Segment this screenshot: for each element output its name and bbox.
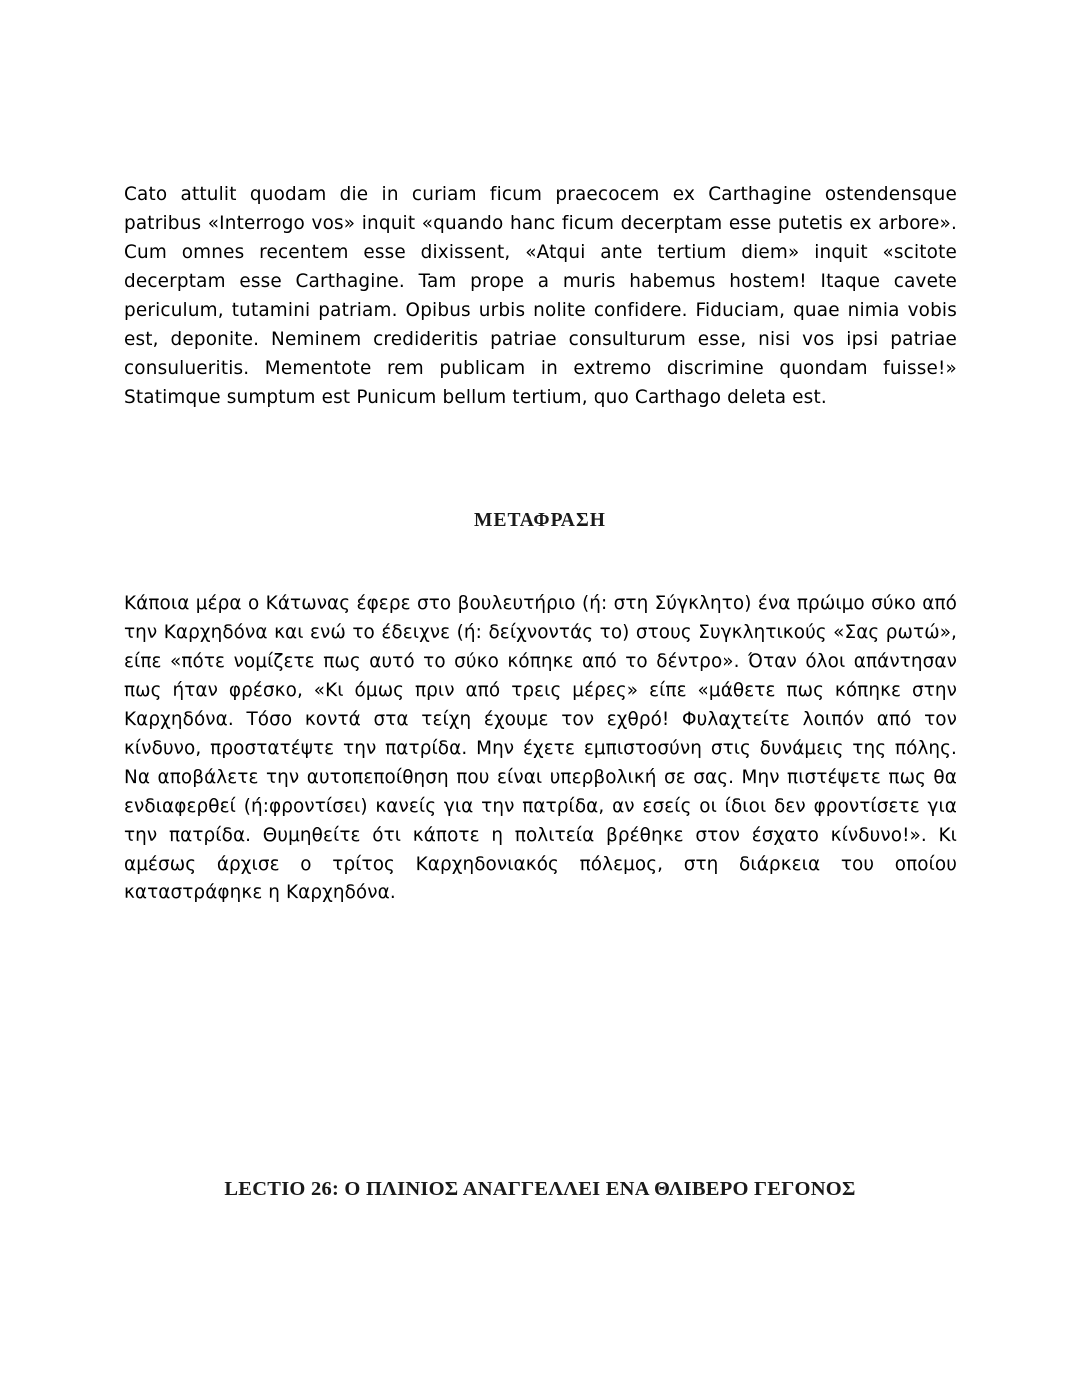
translation-section-heading: ΜΕΤΑΦΡΑΣΗ bbox=[473, 510, 607, 532]
next-lesson-heading: LECTIO 26: Ο ΠΛΙΝΙΟΣ ΑΝΑΓΓΕΛΛΕΙ ΕΝΑ ΘΛΙΒΕΡΟ ΓΕΓΟΝΟΣ bbox=[224, 1178, 856, 1200]
greek-translation-paragraph: Κάποια μέρα ο Κάτωνας έφερε στο βουλευτήριο (ή: στη Σύγκλητο) ένα πρώιμο σύκο από την Καρχηδόνα και ενώ το έδειχνε (ή: δείχνοντάς το) στους Συγκλητικούς «Σας ρωτώ», είπε «πότε νομίζετε πως αυτό το σύκο κόπηκε από το δέντρο». Όταν όλοι απάντησαν πως ήταν φρέσκο, «Κι όμως πριν από τρεις μέρες» είπε «μάθετε πως κόπηκε στην Καρχηδόνα. Τόσο κοντά στα τείχη έχουμε τον εχθρό! Φυλαχτείτε λοιπόν από τον κίνδυνο, προστατέψτε την πατρίδα. Μην έχετε εμπιστοσύνη στις δυνάμεις της πόλης. Να αποβάλετε την αυτοπεποίθηση που είναι υπερβολική σε σας. Μην πιστέψετε πως θα ενδιαφερθεί (ή:φροντίσει) κανείς για την πατρίδα, αν εσείς οι ίδιοι δεν φροντίσετε για την πατρίδα. Θυμηθείτε ότι κάποτε η πολιτεία βρέθηκε στον έσχατο κίνδυνο!». Κι αμέσως άρχισε ο τρίτος Καρχηδονιακός πόλεμος, στη διάρκεια του οποίου καταστράφηκε η Καρχηδόνα. bbox=[124, 593, 957, 904]
latin-source-paragraph: Cato attulit quodam die in curiam ficum praecocem ex Carthagine ostendensque patribus «Interrogo vos» inquit «quando hanc ficum decerptam esse putetis ex arbore». Cum omnes recentem esse dixissent, «Atqui ante tertium diem» inquit «scitote decerptam esse Carthagine. Tam prope a muris habemus hostem! Itaque cavete periculum, tutamini patriam. Opibus urbis nolite confidere. Fiduciam, quae nimia vobis est, deponite. Neminem credideritis patriae consulturum esse, nisi vos ipsi patriae consulueritis. Mementote rem publicam in extremo discrimine quondam fuisse!» Statimque sumptum est Punicum bellum tertium, quo Carthago deleta est. bbox=[124, 184, 957, 408]
